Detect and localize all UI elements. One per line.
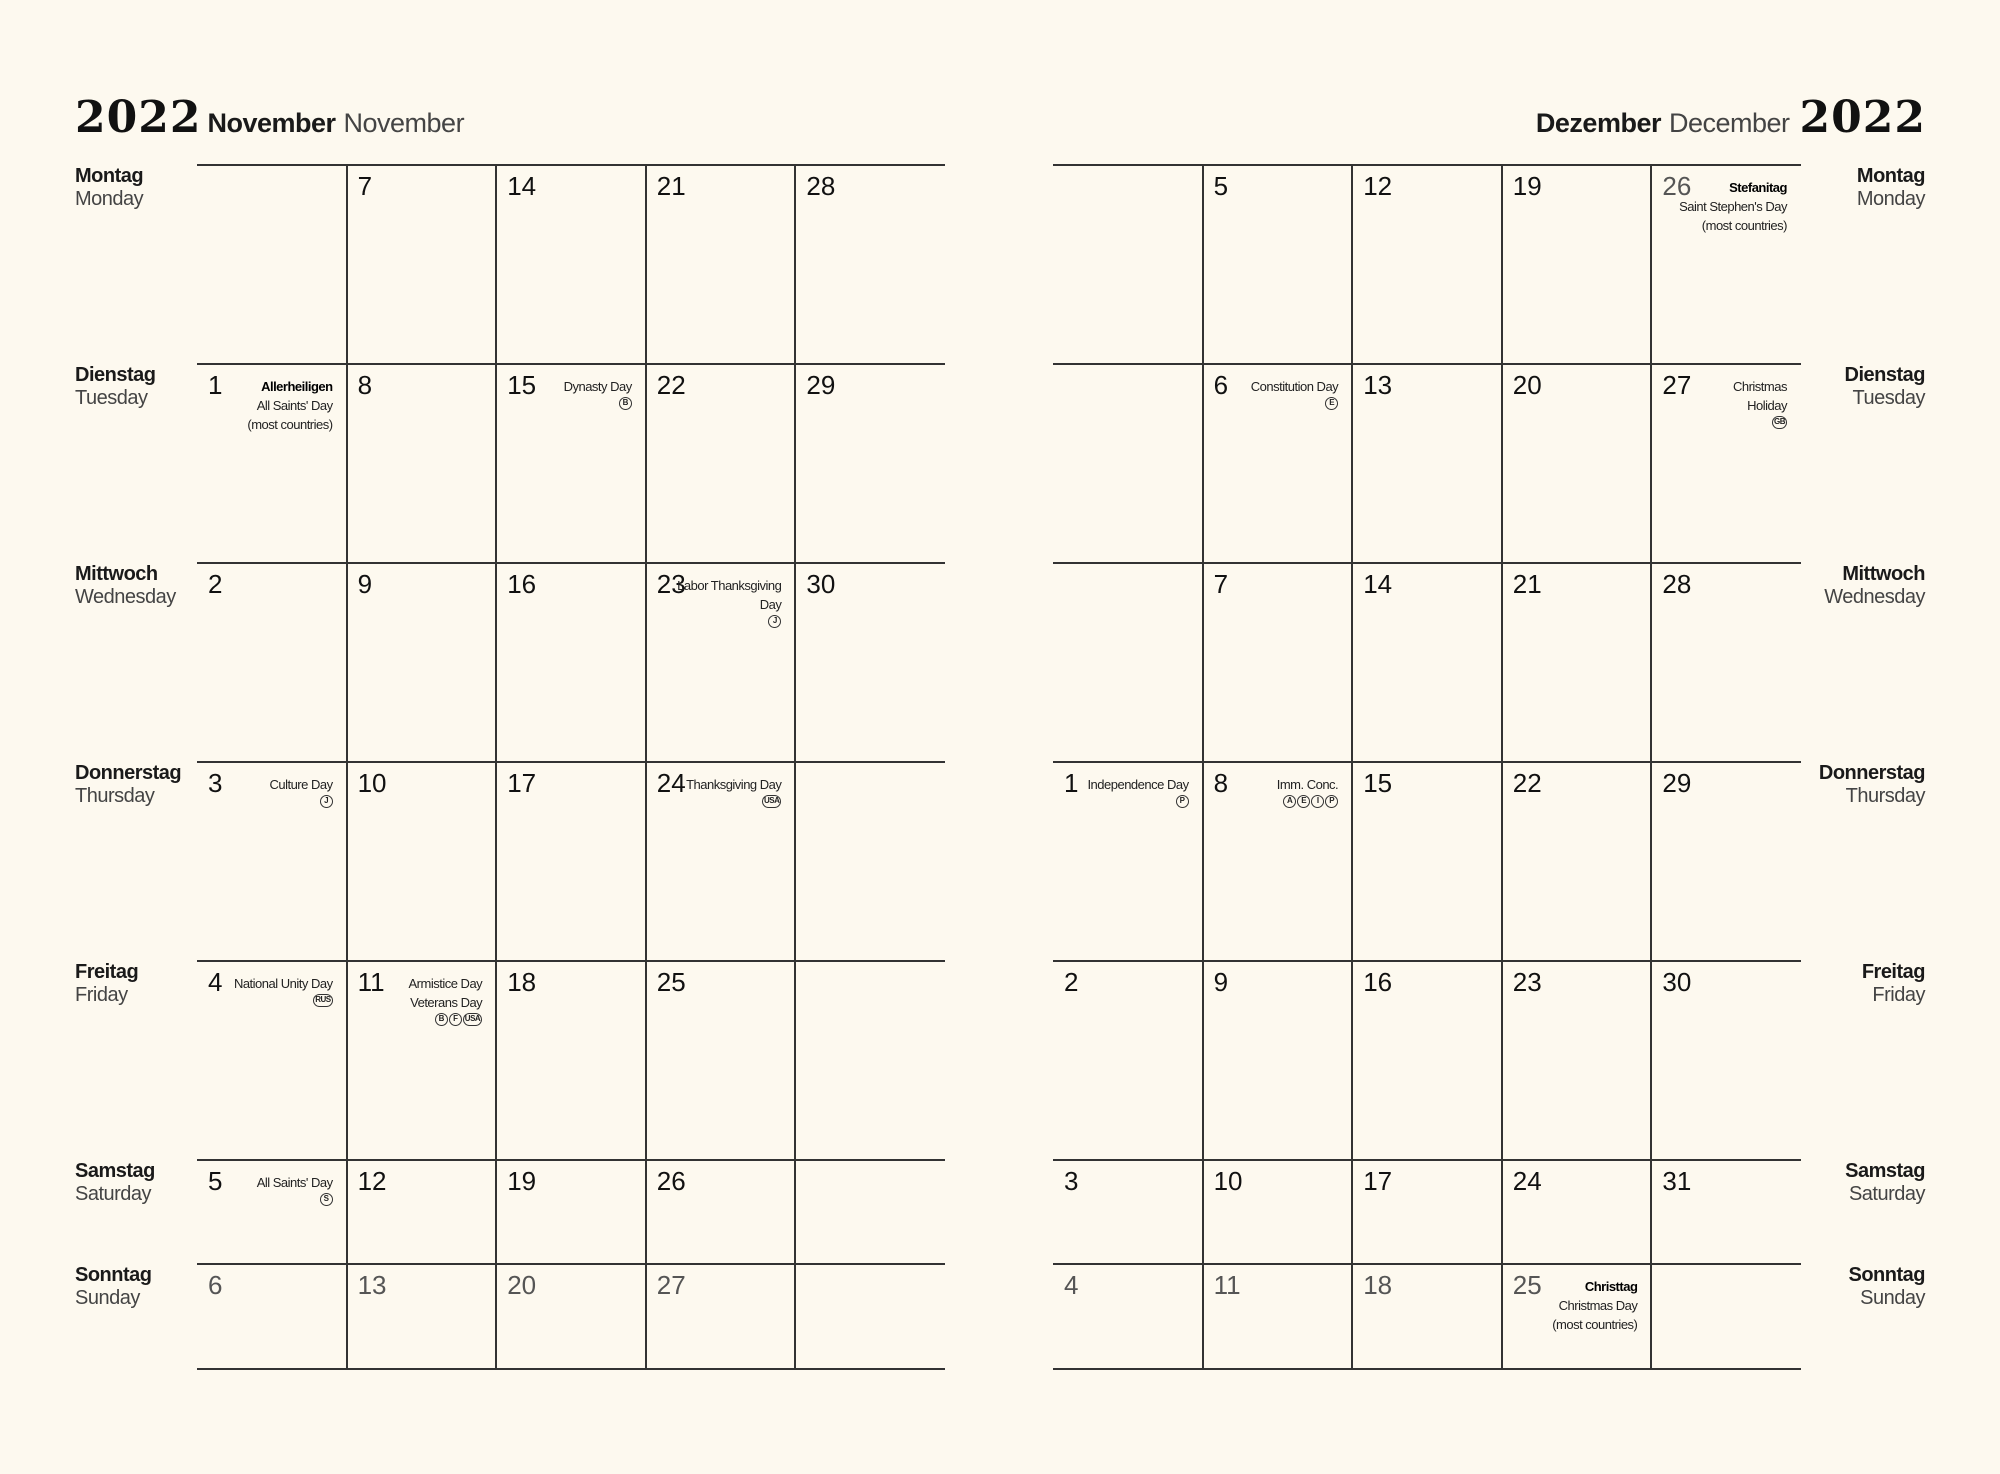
- year-label: 2022: [1799, 92, 1926, 143]
- country-badge: S: [320, 1193, 333, 1206]
- country-badge: E: [1297, 795, 1310, 808]
- day-cell[interactable]: [1203, 1160, 1353, 1264]
- day-number: 12: [1363, 171, 1393, 201]
- weekday-label-monday: [75, 165, 205, 211]
- day-cell[interactable]: [1203, 961, 1353, 1160]
- holiday-line: Christtag: [1584, 1279, 1638, 1294]
- country-codes: [1277, 795, 1338, 808]
- weekday-label-friday: [1795, 961, 1925, 1007]
- day-number: 2: [208, 569, 223, 599]
- day-number: 10: [1213, 1166, 1243, 1196]
- country-badge: P: [1176, 795, 1189, 808]
- day-cell[interactable]: [1053, 961, 1203, 1160]
- weekday-de: Mittwoch: [1842, 563, 1925, 585]
- day-number: 24: [1512, 1166, 1542, 1196]
- day-number: 5: [1213, 171, 1229, 201]
- day-cell[interactable]: [646, 165, 796, 364]
- weekday-label-tuesday: [75, 364, 205, 410]
- holiday-line: Veterans Day: [410, 995, 483, 1010]
- day-cell[interactable]: [1502, 1264, 1652, 1369]
- day-number: 21: [1512, 569, 1542, 599]
- day-cell[interactable]: [1352, 1160, 1502, 1264]
- day-number: 15: [1363, 768, 1393, 798]
- weekday-en: Saturday: [1848, 1183, 1925, 1205]
- day-cell[interactable]: [197, 1160, 347, 1264]
- day-cell[interactable]: [646, 1264, 796, 1369]
- weekday-de: Donnerstag: [1818, 762, 1925, 784]
- day-number: 3: [1064, 1166, 1079, 1196]
- holiday-note: [269, 775, 332, 808]
- day-cell[interactable]: [1651, 563, 1801, 762]
- country-badge: E: [1325, 397, 1338, 410]
- weekday-en: Sunday: [1860, 1287, 1925, 1309]
- day-cell[interactable]: [197, 563, 347, 762]
- weekday-label-friday: [75, 961, 205, 1007]
- weekday-de: Dienstag: [75, 364, 156, 386]
- day-cell[interactable]: [646, 961, 796, 1160]
- country-codes: [1087, 795, 1188, 808]
- day-number: 23: [1512, 967, 1542, 997]
- day-number: 9: [1213, 967, 1229, 997]
- holiday-line: Constitution Day: [1250, 379, 1339, 394]
- day-number: 25: [1512, 1270, 1542, 1300]
- day-number: 8: [1213, 768, 1229, 798]
- weekday-en: Thursday: [1845, 785, 1925, 807]
- weekday-de: Mittwoch: [75, 563, 158, 585]
- day-cell[interactable]: [496, 563, 646, 762]
- day-cell[interactable]: [1651, 165, 1801, 364]
- day-cell[interactable]: [496, 762, 646, 961]
- day-number: 24: [656, 768, 686, 798]
- day-cell[interactable]: [1502, 762, 1652, 961]
- day-cell[interactable]: [1053, 762, 1203, 961]
- holiday-line: (most countries): [1701, 218, 1787, 233]
- day-number: 11: [357, 967, 385, 997]
- day-cell[interactable]: [347, 1160, 497, 1264]
- country-badge: I: [1311, 795, 1324, 808]
- day-cell[interactable]: [646, 364, 796, 563]
- holiday-line: Christmas: [1732, 379, 1787, 394]
- day-cell[interactable]: [496, 364, 646, 563]
- day-cell[interactable]: [646, 1160, 796, 1264]
- holiday-line: Allerheiligen: [261, 379, 333, 394]
- weekday-de: Sonntag: [75, 1264, 152, 1286]
- weekday-de: Samstag: [1845, 1160, 1925, 1182]
- month-de: November: [207, 108, 336, 138]
- weekday-label-thursday: [1795, 762, 1925, 808]
- country-badge: GB: [1772, 416, 1787, 429]
- day-number: 12: [357, 1166, 387, 1196]
- holiday-note: [234, 974, 333, 1007]
- day-number: 13: [357, 1270, 387, 1300]
- weekday-en: Tuesday: [1852, 387, 1925, 409]
- day-cell[interactable]: [1352, 762, 1502, 961]
- day-cell[interactable]: [197, 364, 347, 563]
- holiday-line: Stefanitag: [1729, 180, 1787, 195]
- day-number: 30: [1662, 967, 1692, 997]
- year-label: 2022: [75, 92, 202, 143]
- day-number: 25: [656, 967, 686, 997]
- holiday-note: [409, 974, 483, 1026]
- day-number: 18: [507, 967, 537, 997]
- day-number: 14: [1363, 569, 1393, 599]
- country-codes: [564, 397, 632, 410]
- day-cell[interactable]: [197, 762, 347, 961]
- country-codes: [686, 795, 781, 808]
- day-number: 4: [208, 967, 223, 997]
- day-cell[interactable]: [496, 1264, 646, 1369]
- holiday-line: Saint Stephen's Day: [1679, 199, 1787, 214]
- day-cell[interactable]: [1651, 961, 1801, 1160]
- country-badge: F: [449, 1013, 462, 1026]
- holiday-line: Imm. Conc.: [1276, 777, 1339, 792]
- weekday-de: Sonntag: [1848, 1264, 1925, 1286]
- weekday-label-tuesday: [1795, 364, 1925, 410]
- country-codes: [677, 615, 781, 628]
- day-cell[interactable]: [496, 165, 646, 364]
- weekday-en: Thursday: [75, 785, 155, 807]
- country-badge: B: [435, 1013, 448, 1026]
- day-cell[interactable]: [795, 364, 945, 563]
- holiday-line: Armistice Day: [408, 976, 483, 991]
- country-codes: [1733, 416, 1787, 429]
- weekday-label-wednesday: [75, 563, 205, 609]
- day-cell[interactable]: [197, 1264, 347, 1369]
- day-number: 28: [806, 171, 836, 201]
- country-codes: [409, 1013, 483, 1026]
- day-number: 11: [1213, 1270, 1241, 1300]
- day-cell[interactable]: [347, 364, 497, 563]
- day-cell[interactable]: [1352, 563, 1502, 762]
- holiday-line: All Saints' Day: [256, 398, 333, 413]
- holiday-line: Dynasty Day: [563, 379, 632, 394]
- day-number: 22: [1512, 768, 1542, 798]
- day-number: 20: [507, 1270, 537, 1300]
- weekday-label-thursday: [75, 762, 205, 808]
- weekday-label-monday: [1795, 165, 1925, 211]
- day-cell[interactable]: [1203, 364, 1353, 563]
- country-codes: [1251, 397, 1338, 410]
- country-badge: P: [1325, 795, 1338, 808]
- holiday-line: (most countries): [1552, 1317, 1638, 1332]
- day-number: 29: [806, 370, 836, 400]
- day-cell[interactable]: [1352, 364, 1502, 563]
- day-number: 17: [1363, 1166, 1393, 1196]
- day-number: 1: [208, 370, 223, 400]
- december-header: [1536, 92, 1926, 143]
- day-number: 3: [208, 768, 223, 798]
- holiday-line: Independence Day: [1087, 777, 1189, 792]
- day-number: 27: [1662, 370, 1692, 400]
- day-cell[interactable]: [347, 165, 497, 364]
- country-badge: USA: [762, 795, 781, 808]
- weekday-de: Freitag: [1861, 961, 1925, 983]
- day-cell[interactable]: [1352, 165, 1502, 364]
- november-header: [75, 92, 464, 143]
- holiday-note: [1251, 377, 1338, 410]
- day-cell[interactable]: [795, 563, 945, 762]
- day-cell[interactable]: [1502, 1160, 1652, 1264]
- country-badge: USA: [463, 1013, 482, 1026]
- holiday-line: Thanksgiving Day: [686, 777, 782, 792]
- day-cell[interactable]: [1502, 563, 1652, 762]
- holiday-note: [257, 1173, 333, 1206]
- day-number: 7: [1213, 569, 1229, 599]
- day-cell[interactable]: [1053, 1160, 1203, 1264]
- weekday-label-sunday: [1795, 1264, 1925, 1310]
- day-cell[interactable]: [1203, 165, 1353, 364]
- day-cell[interactable]: [1651, 762, 1801, 961]
- day-number: 10: [357, 768, 387, 798]
- holiday-note: [564, 377, 632, 410]
- day-number: 13: [1363, 370, 1393, 400]
- day-number: 26: [1662, 171, 1692, 201]
- day-cell[interactable]: [496, 1160, 646, 1264]
- day-number: 6: [208, 1270, 223, 1300]
- holiday-note: [686, 775, 781, 808]
- holiday-line: National Unity Day: [233, 976, 333, 991]
- weekday-de: Montag: [75, 165, 144, 187]
- day-cell[interactable]: [347, 961, 497, 1160]
- day-cell[interactable]: [1053, 1264, 1203, 1369]
- day-cell[interactable]: [1502, 961, 1652, 1160]
- day-number: 21: [656, 171, 686, 201]
- day-cell[interactable]: [1352, 1264, 1502, 1369]
- month-de: Dezember: [1535, 108, 1661, 138]
- holiday-note: [1552, 1277, 1637, 1334]
- weekday-de: Freitag: [75, 961, 139, 983]
- weekday-label-wednesday: [1795, 563, 1925, 609]
- day-number: 20: [1512, 370, 1542, 400]
- country-codes: [269, 795, 332, 808]
- country-badge: A: [1283, 795, 1296, 808]
- day-number: 2: [1064, 967, 1079, 997]
- day-number: 29: [1662, 768, 1692, 798]
- holiday-note: [247, 377, 332, 434]
- day-cell[interactable]: [347, 762, 497, 961]
- day-number: 9: [357, 569, 373, 599]
- holiday-line: Christmas Day: [1558, 1298, 1638, 1313]
- day-number: 7: [357, 171, 373, 201]
- holiday-note: [1277, 775, 1338, 808]
- day-cell[interactable]: [1203, 762, 1353, 961]
- day-number: 19: [1512, 171, 1542, 201]
- day-cell[interactable]: [1651, 1160, 1801, 1264]
- holiday-note: [1679, 178, 1787, 235]
- day-cell[interactable]: [197, 961, 347, 1160]
- weekday-label-saturday: [75, 1160, 205, 1206]
- day-cell[interactable]: [1352, 961, 1502, 1160]
- day-cell[interactable]: [347, 563, 497, 762]
- country-badge: J: [320, 795, 333, 808]
- day-number: 31: [1662, 1166, 1692, 1196]
- day-number: 8: [357, 370, 373, 400]
- holiday-line: Labor Thanksgiving: [677, 578, 782, 593]
- holiday-line: Day: [759, 597, 782, 612]
- weekday-label-sunday: [75, 1264, 205, 1310]
- day-cell[interactable]: [1651, 364, 1801, 563]
- day-number: 4: [1064, 1270, 1079, 1300]
- holiday-note: [1733, 377, 1787, 429]
- country-codes: [257, 1193, 333, 1206]
- day-number: 1: [1064, 768, 1079, 798]
- weekday-en: Saturday: [75, 1183, 152, 1205]
- day-cell[interactable]: [1203, 563, 1353, 762]
- day-cell[interactable]: [1203, 1264, 1353, 1369]
- month-en: November: [343, 108, 465, 138]
- weekday-en: Wednesday: [75, 586, 176, 608]
- day-cell[interactable]: [496, 961, 646, 1160]
- country-codes: [234, 994, 333, 1007]
- holiday-line: All Saints' Day: [256, 1175, 333, 1190]
- weekday-en: Monday: [75, 188, 144, 210]
- country-badge: RUS: [313, 994, 332, 1007]
- weekday-de: Samstag: [75, 1160, 155, 1182]
- day-number: 18: [1363, 1270, 1393, 1300]
- day-number: 16: [1363, 967, 1393, 997]
- day-number: 5: [208, 1166, 223, 1196]
- holiday-note: [677, 576, 781, 628]
- weekday-en: Wednesday: [1824, 586, 1925, 608]
- day-cell[interactable]: [646, 762, 796, 961]
- weekday-de: Montag: [1856, 165, 1925, 187]
- day-number: 26: [656, 1166, 686, 1196]
- holiday-line: Culture Day: [269, 777, 333, 792]
- day-cell[interactable]: [347, 1264, 497, 1369]
- weekday-en: Friday: [75, 984, 128, 1006]
- weekday-en: Tuesday: [75, 387, 148, 409]
- country-badge: B: [619, 397, 632, 410]
- day-number: 19: [507, 1166, 537, 1196]
- day-number: 30: [806, 569, 836, 599]
- day-cell[interactable]: [795, 165, 945, 364]
- holiday-line: (most countries): [247, 417, 333, 432]
- holiday-note: [1087, 775, 1188, 808]
- day-number: 28: [1662, 569, 1692, 599]
- weekday-de: Donnerstag: [75, 762, 182, 784]
- day-number: 16: [507, 569, 537, 599]
- day-number: 6: [1213, 370, 1229, 400]
- month-en: December: [1668, 108, 1790, 138]
- day-number: 15: [507, 370, 537, 400]
- weekday-en: Monday: [1856, 188, 1925, 210]
- holiday-line: Holiday: [1747, 398, 1787, 413]
- day-cell[interactable]: [1502, 165, 1652, 364]
- day-number: 22: [656, 370, 686, 400]
- day-cell[interactable]: [646, 563, 796, 762]
- weekday-en: Sunday: [75, 1287, 140, 1309]
- day-number: 17: [507, 768, 537, 798]
- day-number: 27: [656, 1270, 686, 1300]
- day-number: 23: [656, 569, 686, 599]
- weekday-de: Dienstag: [1844, 364, 1925, 386]
- day-number: 14: [507, 171, 537, 201]
- weekday-label-saturday: [1795, 1160, 1925, 1206]
- weekday-en: Friday: [1872, 984, 1925, 1006]
- day-cell[interactable]: [1502, 364, 1652, 563]
- country-badge: J: [768, 615, 781, 628]
